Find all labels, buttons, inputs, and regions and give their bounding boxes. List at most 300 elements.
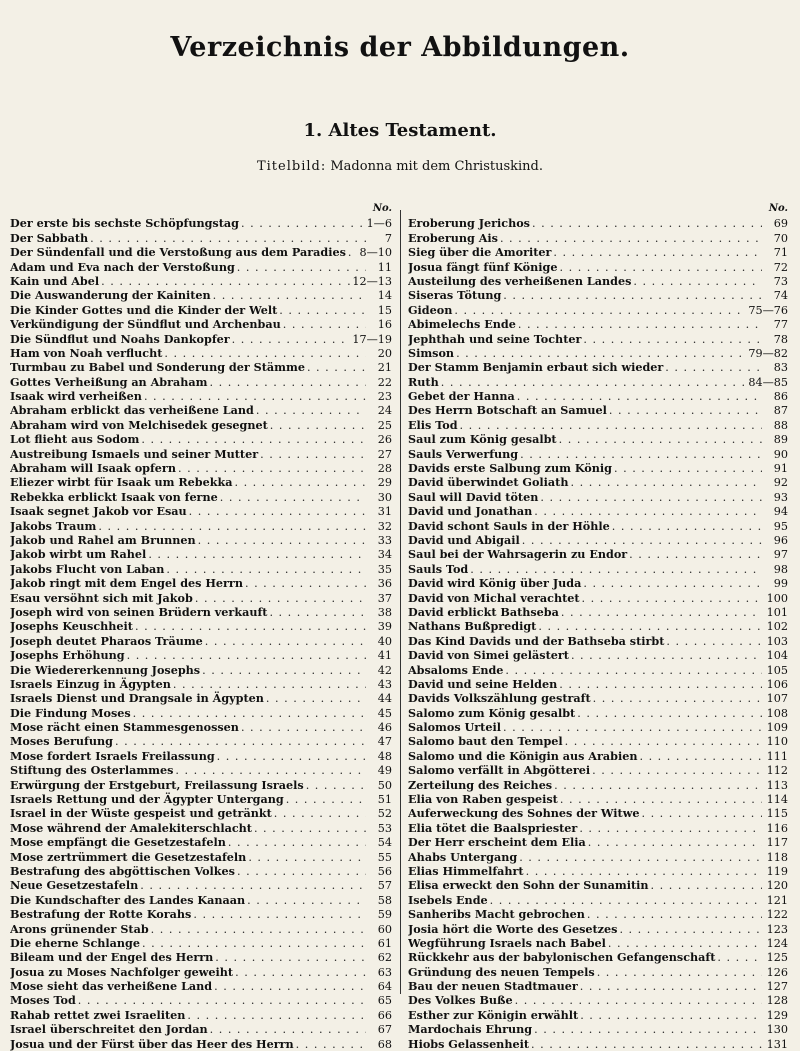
entry-number: 15 — [377, 303, 392, 317]
entry-title: Bestrafung des abgöttischen Volkes — [10, 863, 235, 878]
index-entry — [408, 389, 788, 403]
index-entry — [408, 245, 788, 259]
frontispiece-label: Titelbild: — [256, 159, 327, 174]
dot-leader — [198, 534, 366, 547]
index-entry — [408, 562, 788, 576]
index-entry — [10, 533, 392, 547]
index-entry — [10, 562, 392, 576]
entry-number: 7 — [384, 231, 392, 245]
entry-title: Rahab rettet zwei Israeliten — [10, 1007, 186, 1022]
dot-leader — [500, 232, 762, 245]
entry-title: Mose fordert Israels Freilassung — [10, 748, 215, 763]
dot-leader — [456, 347, 746, 360]
entry-title: Eroberung Jerichos — [408, 216, 530, 231]
dot-leader — [517, 390, 762, 403]
entry-number: 50 — [377, 778, 392, 792]
number-column-header: No. — [372, 203, 392, 214]
entry-title: Josephs Erhöhung — [10, 648, 125, 663]
entry-title: Saul bei der Wahrsagerin zu Endor — [408, 547, 628, 562]
index-entry — [408, 706, 788, 720]
entry-number: 64 — [377, 980, 392, 994]
entry-number: 24 — [377, 404, 392, 418]
dot-leader — [588, 836, 762, 849]
entry-title: Siseras Tötung — [408, 288, 502, 303]
index-entry — [408, 303, 788, 317]
dot-leader — [266, 692, 366, 705]
entry-title: Auferweckung des Sohnes der Witwe — [408, 806, 640, 821]
entry-title: Eliezer wirbt für Isaak um Rebekka — [10, 475, 233, 490]
entry-title: Gründung des neuen Tempels — [408, 964, 595, 979]
column-divider — [400, 210, 401, 994]
dot-leader — [232, 333, 351, 346]
index-entry — [408, 274, 788, 288]
entry-number: 87 — [773, 404, 788, 418]
dot-leader — [583, 333, 762, 346]
index-entry — [10, 763, 392, 777]
entry-number: 70 — [773, 231, 788, 245]
entry-number: 63 — [377, 965, 392, 979]
index-entry — [408, 461, 788, 475]
dot-leader — [178, 462, 366, 475]
entry-title: Jakob und Rahel am Brunnen — [10, 532, 196, 547]
entry-number: 55 — [377, 850, 392, 864]
entry-number: 83 — [773, 361, 788, 375]
entry-number: 12—13 — [352, 274, 392, 288]
entry-title: Saul zum König gesalbt — [408, 432, 557, 447]
right-column — [408, 202, 788, 1051]
entry-title: Simson — [408, 345, 455, 360]
index-entry — [10, 1008, 392, 1022]
dot-leader — [306, 779, 366, 792]
dot-leader — [260, 448, 366, 461]
index-entry — [408, 893, 788, 907]
entry-number: 88 — [773, 418, 788, 432]
dot-leader — [531, 1038, 762, 1051]
entry-title: Davids erste Salbung zum König — [408, 461, 612, 476]
entry-number: 67 — [377, 1023, 392, 1037]
index-entry — [408, 878, 788, 892]
index-entry — [10, 734, 392, 748]
entry-number: 120 — [766, 879, 788, 893]
index-entry — [10, 1037, 392, 1051]
dot-leader — [665, 361, 762, 374]
entry-number: 37 — [377, 591, 392, 605]
dot-leader — [593, 692, 762, 705]
entry-title: Joseph wird von seinen Brüdern verkauft — [10, 604, 268, 619]
dot-leader — [560, 793, 762, 806]
dot-leader — [78, 994, 366, 1007]
dot-leader — [101, 275, 350, 288]
entry-title: Das Kind Davids und der Bathseba stirbt — [408, 633, 665, 648]
entry-number: 73 — [773, 274, 788, 288]
entry-title: Nathans Bußpredigt — [408, 619, 537, 634]
index-entry — [10, 475, 392, 489]
dot-leader — [505, 664, 762, 677]
entry-number: 57 — [377, 879, 392, 893]
entry-number: 38 — [377, 605, 392, 619]
dot-leader — [193, 908, 366, 921]
index-entry — [10, 1022, 392, 1036]
dot-leader — [283, 318, 366, 331]
index-entry — [408, 360, 788, 374]
index-entry — [10, 749, 392, 763]
left-column — [10, 202, 392, 1051]
dot-leader — [241, 721, 366, 734]
dot-leader — [571, 649, 762, 662]
entry-number: 68 — [377, 1037, 392, 1051]
entry-title: Moses Berufung — [10, 734, 113, 749]
entry-title: David von Simei gelästert — [408, 648, 569, 663]
entry-title: Davids Volkszählung gestraft — [408, 691, 591, 706]
entry-title: Jakob ringt mit dem Engel des Herrn — [10, 576, 243, 591]
entry-number: 127 — [766, 980, 788, 994]
entry-number: 39 — [377, 620, 392, 634]
entry-number: 23 — [377, 390, 392, 404]
dot-leader — [559, 678, 762, 691]
dot-leader — [633, 275, 762, 288]
entry-title: Israels Dienst und Drangsale in Ägypten — [10, 691, 264, 706]
index-entry — [408, 778, 788, 792]
entry-title: Salomos Urteil — [408, 720, 501, 735]
index-entry — [408, 734, 788, 748]
entry-title: Salomo und die Königin aus Arabien — [408, 748, 638, 763]
entry-number: 128 — [766, 994, 788, 1008]
entry-number: 107 — [766, 692, 788, 706]
dot-leader — [519, 851, 762, 864]
dot-leader — [587, 908, 762, 921]
index-entry — [408, 317, 788, 331]
index-entry — [408, 720, 788, 734]
index-entry — [10, 346, 392, 360]
entry-title: Zerteilung des Reiches — [408, 777, 553, 792]
entry-number: 71 — [773, 246, 788, 260]
dot-leader — [98, 520, 366, 533]
entry-number: 58 — [377, 893, 392, 907]
dot-leader — [441, 376, 747, 389]
dot-leader — [503, 721, 762, 734]
entry-number: 25 — [377, 418, 392, 432]
entry-number: 91 — [773, 462, 788, 476]
index-entry — [10, 792, 392, 806]
dot-leader — [133, 707, 366, 720]
entry-number: 27 — [377, 447, 392, 461]
index-entry — [10, 547, 392, 561]
entry-title: Arons grünender Stab — [10, 921, 149, 936]
dot-leader — [597, 966, 762, 979]
entry-number: 106 — [766, 677, 788, 691]
entry-number: 118 — [766, 850, 788, 864]
entry-title: Israel in der Wüste gespeist und getränkt — [10, 806, 272, 821]
index-entry — [408, 475, 788, 489]
index-entry — [408, 907, 788, 921]
index-entry — [408, 691, 788, 705]
dot-leader — [245, 577, 366, 590]
entry-title: Jakobs Traum — [10, 518, 97, 533]
index-entry — [408, 346, 788, 360]
entry-number: 61 — [377, 936, 392, 950]
dot-leader — [641, 807, 762, 820]
entry-title: Eroberung Ais — [408, 230, 498, 245]
entry-title: Gottes Verheißung an Abraham — [10, 374, 208, 389]
entry-title: Sieg über die Amoriter — [408, 245, 552, 260]
index-entry — [10, 274, 392, 288]
entry-title: Der erste bis sechste Schöpfungstag — [10, 216, 239, 231]
dot-leader — [187, 1009, 366, 1022]
entry-title: Josua zu Moses Nachfolger geweiht — [10, 964, 234, 979]
entry-title: Josua fängt fünf Könige — [408, 259, 558, 274]
dot-leader — [518, 318, 762, 331]
index-entry — [408, 533, 788, 547]
frontispiece-text: Madonna mit dem Christuskind. — [330, 159, 544, 174]
dot-leader — [534, 1023, 762, 1036]
dot-leader — [269, 606, 366, 619]
index-entry — [408, 1022, 788, 1036]
dot-leader — [577, 707, 762, 720]
index-entry — [408, 547, 788, 561]
entry-title: Israels Rettung und der Ägypter Untergang — [10, 792, 284, 807]
entry-number: 47 — [377, 735, 392, 749]
entry-title: Josua und der Fürst über das Heer des Herrn — [10, 1036, 294, 1051]
index-entry — [408, 677, 788, 691]
entry-title: Die eherne Schlange — [10, 935, 140, 950]
entry-title: Ahabs Untergang — [408, 849, 518, 864]
entry-title: David und Jonathan — [408, 504, 533, 519]
entry-title: Isaak wird verheißen — [10, 389, 142, 404]
dot-leader — [279, 304, 366, 317]
index-entry — [10, 605, 392, 619]
dot-leader — [140, 879, 366, 892]
entry-number: 84—85 — [748, 375, 788, 389]
entry-title: Hiobs Gelassenheit — [408, 1036, 529, 1051]
dot-leader — [538, 620, 762, 633]
entry-number: 121 — [766, 893, 788, 907]
dot-leader — [175, 764, 366, 777]
dot-leader — [202, 664, 366, 677]
entry-number: 41 — [377, 649, 392, 663]
index-entry — [408, 375, 788, 389]
entry-number: 111 — [766, 749, 788, 763]
index-entry — [408, 936, 788, 950]
entry-title: David überwindet Goliath — [408, 475, 569, 490]
entry-number: 65 — [377, 994, 392, 1008]
entry-number: 33 — [377, 533, 392, 547]
dot-leader — [570, 476, 762, 489]
entry-number: 32 — [377, 519, 392, 533]
entry-number: 59 — [377, 908, 392, 922]
index-entry — [408, 835, 788, 849]
entry-title: Isaak segnet Jakob vor Esau — [10, 504, 187, 519]
dot-leader — [561, 606, 762, 619]
entry-title: Josia hört die Worte des Gesetzes — [408, 921, 618, 936]
entry-number: 22 — [377, 375, 392, 389]
entry-number: 53 — [377, 821, 392, 835]
number-column-header: No. — [768, 203, 788, 214]
index-entry — [408, 965, 788, 979]
index-entry — [10, 706, 392, 720]
dot-leader — [215, 951, 366, 964]
entry-title: Ham von Noah verflucht — [10, 345, 163, 360]
entry-title: Esau versöhnt sich mit Jakob — [10, 590, 193, 605]
left-entry-list — [10, 216, 392, 1051]
entry-title: Moses Tod — [10, 993, 76, 1008]
dot-leader — [526, 865, 762, 878]
index-entry — [408, 619, 788, 633]
index-entry — [10, 950, 392, 964]
entry-number: 98 — [773, 562, 788, 576]
entry-title: Des Herrn Botschaft an Samuel — [408, 403, 607, 418]
index-entry — [10, 591, 392, 605]
entry-title: Neue Gesetzestafeln — [10, 878, 139, 893]
entry-number: 112 — [766, 764, 788, 778]
index-entry — [408, 418, 788, 432]
dot-leader — [580, 1009, 762, 1022]
entry-number: 20 — [377, 346, 392, 360]
entry-title: Die Wiedererkennung Josephs — [10, 662, 201, 677]
entry-title: Des Volkes Buße — [408, 993, 513, 1008]
entry-title: Rückkehr aus der babylonischen Gefangenschaft — [408, 950, 716, 965]
dot-leader — [135, 620, 366, 633]
entry-title: Israels Einzug in Ägypten — [10, 676, 171, 691]
index-entry — [10, 907, 392, 921]
index-entry — [10, 936, 392, 950]
entry-number: 100 — [766, 591, 788, 605]
entry-number: 89 — [773, 433, 788, 447]
index-entry — [408, 821, 788, 835]
entry-title: Joseph deutet Pharaos Träume — [10, 633, 203, 648]
index-entry — [10, 490, 392, 504]
entry-title: Mose empfängt die Gesetzestafeln — [10, 835, 226, 850]
entry-title: Josephs Keuschheit — [10, 619, 133, 634]
dot-leader — [534, 505, 762, 518]
index-entry — [10, 303, 392, 317]
index-entry — [408, 231, 788, 245]
index-entry — [408, 576, 788, 590]
entry-number: 93 — [773, 490, 788, 504]
dot-leader — [90, 232, 366, 245]
index-entry — [10, 260, 392, 274]
entry-title: Bau der neuen Stadtmauer — [408, 979, 578, 994]
index-entry — [10, 447, 392, 461]
entry-title: David erblickt Bathseba — [408, 604, 559, 619]
entry-title: Mose zertrümmert die Gesetzestafeln — [10, 849, 247, 864]
dot-leader — [235, 966, 366, 979]
entry-title: Kain und Abel — [10, 273, 100, 288]
dot-leader — [237, 261, 366, 274]
entry-title: Abraham will Isaak opfern — [10, 461, 176, 476]
entry-number: 117 — [766, 836, 788, 850]
dot-leader — [237, 865, 366, 878]
index-entry — [10, 231, 392, 245]
entry-number: 52 — [377, 807, 392, 821]
entry-title: Salomo verfällt in Abgötterei — [408, 763, 591, 778]
entry-number: 54 — [377, 836, 392, 850]
index-entry — [10, 878, 392, 892]
entry-title: Adam und Eva nach der Verstoßung — [10, 259, 235, 274]
entry-number: 14 — [377, 289, 392, 303]
entry-number: 79—82 — [748, 346, 788, 360]
entry-number: 40 — [377, 634, 392, 648]
index-entry — [10, 864, 392, 878]
entry-number: 28 — [377, 462, 392, 476]
entry-number: 115 — [766, 807, 788, 821]
dot-leader — [144, 390, 366, 403]
index-entry — [408, 634, 788, 648]
index-entry — [10, 720, 392, 734]
dot-leader — [270, 419, 366, 432]
index-entry — [408, 850, 788, 864]
entry-title: Turmbau zu Babel und Sonderung der Stämme — [10, 360, 305, 375]
index-entry — [408, 260, 788, 274]
entry-title: Die Findung Moses — [10, 705, 131, 720]
dot-leader — [205, 635, 366, 648]
index-entry — [408, 288, 788, 302]
index-entry — [10, 893, 392, 907]
entry-number: 62 — [377, 951, 392, 965]
index-entry — [10, 663, 392, 677]
entry-number: 116 — [766, 821, 788, 835]
entry-number: 110 — [766, 735, 788, 749]
entry-title: Der Stamm Benjamin erbaut sich wieder — [408, 360, 664, 375]
index-entry — [408, 792, 788, 806]
index-entry — [10, 504, 392, 518]
entry-title: David wird König über Juda — [408, 576, 582, 591]
index-entry — [10, 634, 392, 648]
entry-number: 42 — [377, 663, 392, 677]
entry-title: David schont Sauls in der Höhle — [408, 518, 610, 533]
dot-leader — [247, 894, 366, 907]
entry-number: 35 — [377, 562, 392, 576]
entry-title: Ruth — [408, 374, 439, 389]
dot-leader — [214, 980, 366, 993]
entry-title: Mose während der Amalekiterschlacht — [10, 820, 252, 835]
index-entry — [10, 619, 392, 633]
entry-title: Jakobs Flucht von Laban — [10, 561, 165, 576]
frontispiece-line — [0, 159, 800, 174]
dot-leader — [559, 261, 762, 274]
entry-title: Austreibung Ismaels und seiner Mutter — [10, 446, 259, 461]
dot-leader — [234, 476, 366, 489]
dot-leader — [520, 448, 762, 461]
index-entry — [408, 605, 788, 619]
index-entry — [10, 648, 392, 662]
index-entry — [10, 375, 392, 389]
index-entry — [10, 821, 392, 835]
entry-title: Die Sündflut und Noahs Dankopfer — [10, 331, 230, 346]
entry-number: 77 — [773, 318, 788, 332]
dot-leader — [248, 851, 366, 864]
entry-title: Abimelechs Ende — [408, 317, 516, 332]
index-entry — [408, 591, 788, 605]
dot-leader — [583, 577, 762, 590]
entry-number: 124 — [766, 936, 788, 950]
dot-leader — [141, 433, 366, 446]
index-entry — [10, 993, 392, 1007]
dot-leader — [614, 462, 762, 475]
entry-number: 45 — [377, 706, 392, 720]
entry-number: 95 — [773, 519, 788, 533]
entry-number: 86 — [773, 390, 788, 404]
entry-title: David und seine Helden — [408, 676, 558, 691]
entry-number: 66 — [377, 1008, 392, 1022]
entry-number: 96 — [773, 533, 788, 547]
dot-leader — [553, 246, 762, 259]
entry-number: 36 — [377, 577, 392, 591]
dot-leader — [142, 937, 366, 950]
entry-number: 69 — [773, 217, 788, 231]
dot-leader — [210, 1023, 366, 1036]
entry-title: Mose rächt einen Stammesgenossen — [10, 720, 239, 735]
dot-leader — [639, 750, 762, 763]
